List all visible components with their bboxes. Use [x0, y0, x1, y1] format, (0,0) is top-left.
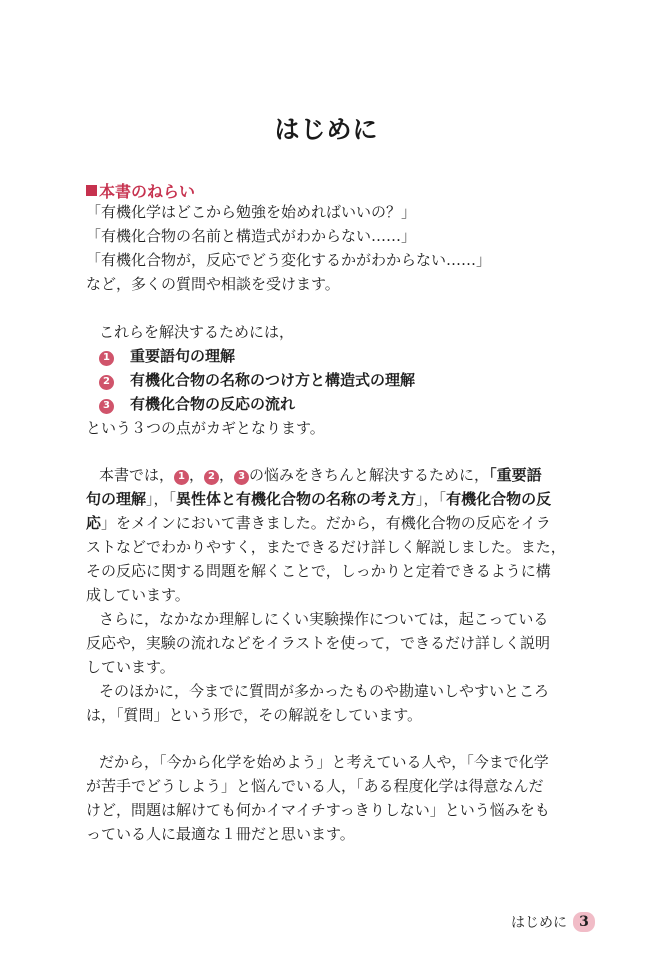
list-item-text: 重要語句の理解 — [130, 347, 236, 365]
intro-question-1: 「有機化学はどこから勉強を始めればいいの？」 — [86, 203, 417, 221]
number-3-icon: 3 — [99, 399, 114, 414]
para2-line-1 — [99, 464, 542, 486]
intro-question-3: 「有機化合物が，反応でどう変化するかがわからない……」 — [86, 251, 492, 269]
para2-line-5: その反応に関する問題を解くことで，しっかりと定着できるように構 — [86, 562, 551, 580]
para2-bold: 「重要語 — [489, 466, 542, 484]
number-3-icon: 3 — [234, 470, 249, 485]
para2-text: 」，「 — [416, 490, 447, 508]
para2-text: 」をメインにおいて書きました。だから，有機化合物の反応をイラ — [101, 514, 551, 532]
number-1-icon: 1 — [99, 351, 114, 366]
list-item-text: 有機化合物の名称のつけ方と構造式の理解 — [130, 371, 416, 389]
para2-line-7: さらに，なかなか理解しにくい実験操作については，起こっている — [99, 610, 549, 628]
list-item — [99, 393, 295, 415]
page-number-badge: 3 — [573, 912, 595, 932]
para3-line-4: っている人に最適な１冊だと思います。 — [86, 825, 355, 843]
para2-line-10: そのほかに，今までに質問が多かったものや勘違いしやすいところ — [99, 682, 550, 700]
page-footer — [511, 912, 595, 932]
para2-bold: 異性体と有機化合物の名称の考え方 — [176, 490, 417, 508]
para2-line-9: しています。 — [86, 658, 175, 676]
number-2-icon: 2 — [99, 375, 114, 390]
footer-label: はじめに — [511, 915, 567, 931]
para2-line-2 — [86, 488, 551, 510]
para3-line-1: だから，「今から化学を始めよう」と考えている人や，「今まで化学 — [99, 753, 549, 771]
section-heading-text: 本書のねらい — [99, 182, 196, 201]
para2-line-11: は，「質問」という形で，その解説をしています。 — [86, 706, 423, 724]
list-item — [99, 369, 415, 391]
para3-line-2: が苦手でどうしよう」と悩んでいる人，「ある程度化学は得意なんだ — [86, 777, 544, 795]
intro-question-2: 「有機化合物の名前と構造式がわからない……」 — [86, 227, 417, 245]
para2-bold: 応 — [86, 514, 102, 532]
list-item — [99, 345, 235, 367]
para2-line-8: 反応や，実験の流れなどをイラストを使って，できるだけ詳しく説明 — [86, 634, 550, 652]
para2-bold: 有機化合物の反 — [446, 490, 552, 508]
para3-line-3: けど，問題は解けても何かイマイチすっきりしない」という悩みをも — [86, 801, 550, 819]
para2-text: の悩みをきちんと解決するために， — [249, 466, 490, 484]
square-bullet-icon — [86, 185, 97, 196]
para2-text: ， — [189, 466, 205, 484]
list-item-text: 有機化合物の反応の流れ — [130, 395, 296, 413]
para2-bold: 句の理解 — [86, 490, 147, 508]
para2-text: 」，「 — [146, 490, 177, 508]
para2-text: ， — [219, 466, 235, 484]
list-tail: という３つの点がカギとなります。 — [86, 419, 325, 437]
number-1-icon: 1 — [174, 470, 189, 485]
para2-line-3 — [86, 512, 551, 534]
intro-tail: など，多くの質問や相談を受けます。 — [86, 275, 340, 293]
para2-text: 本書では， — [99, 466, 175, 484]
page-title: はじめに — [274, 115, 379, 144]
list-lead: これらを解決するためには， — [99, 323, 295, 341]
para2-line-4: ストなどでわかりやすく，またできるだけ詳しく解説しました。また， — [86, 538, 566, 556]
para2-line-6: 成しています。 — [86, 586, 190, 604]
section-heading — [86, 179, 195, 202]
number-2-icon: 2 — [204, 470, 219, 485]
